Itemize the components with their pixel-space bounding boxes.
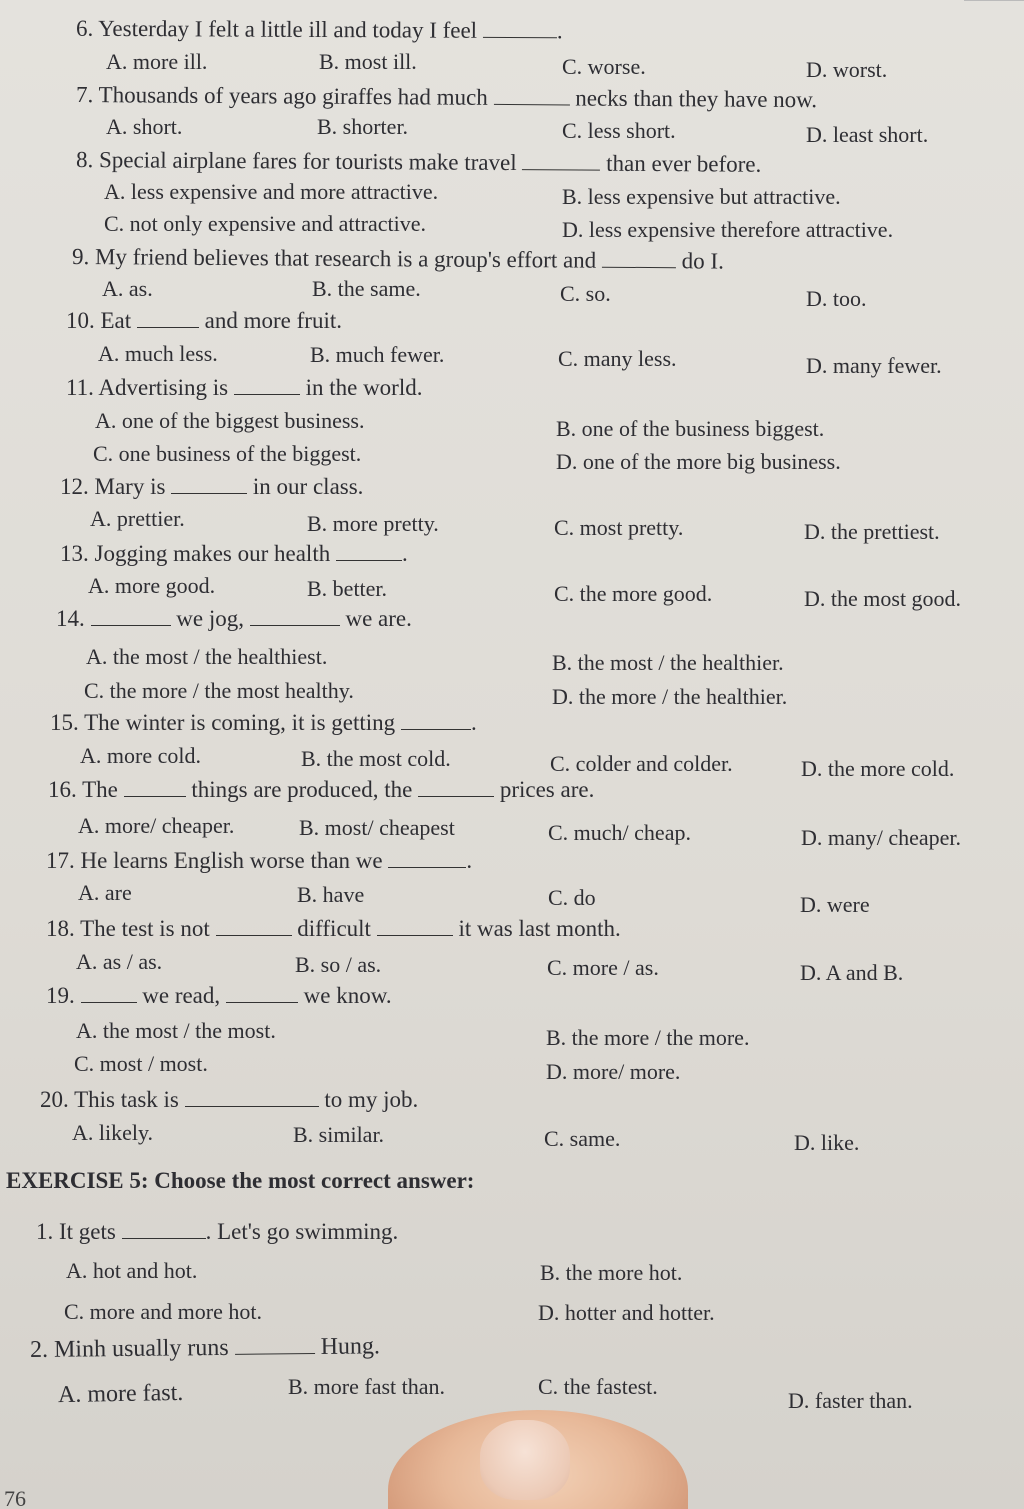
answer-blank[interactable] xyxy=(226,984,298,1003)
option-20d[interactable]: D. like. xyxy=(794,1130,860,1155)
question-20: 20. This task is to my job. xyxy=(40,1087,419,1112)
option-18d[interactable]: D. A and B. xyxy=(800,960,904,985)
option-9d[interactable]: D. too. xyxy=(806,286,867,311)
question-15: 15. The winter is coming, it is getting . xyxy=(50,710,477,735)
answer-blank[interactable] xyxy=(377,917,453,936)
exercise5-option-2a[interactable]: A. more fast. xyxy=(57,1379,184,1409)
answer-blank[interactable] xyxy=(124,778,186,797)
answer-blank[interactable] xyxy=(171,475,247,494)
option-16d[interactable]: D. many/ cheaper. xyxy=(801,825,962,850)
option-16c[interactable]: C. much/ cheap. xyxy=(548,820,691,845)
option-17d[interactable]: D. were xyxy=(800,892,870,917)
option-12c[interactable]: C. most pretty. xyxy=(554,515,684,540)
answer-blank[interactable] xyxy=(91,607,171,626)
answer-blank[interactable] xyxy=(493,86,569,106)
option-13a[interactable]: A. more good. xyxy=(88,573,216,598)
option-11a[interactable]: A. one of the biggest business. xyxy=(95,408,365,433)
question-8: 8. Special airplane fares for tourists make travel than ever before. xyxy=(75,147,762,177)
option-20c[interactable]: C. same. xyxy=(544,1126,621,1151)
option-7a[interactable]: A. short. xyxy=(106,114,183,139)
exercise-5-heading: EXERCISE 5: Choose the most correct answer: xyxy=(6,1168,475,1193)
option-16a[interactable]: A. more/ cheaper. xyxy=(78,813,235,838)
option-11c[interactable]: C. one business of the biggest. xyxy=(93,441,362,466)
exercise5-question-1: 1. It gets . Let's go swimming. xyxy=(36,1219,399,1244)
option-14d[interactable]: D. the more / the healthier. xyxy=(552,684,788,709)
option-7c[interactable]: C. less short. xyxy=(562,118,676,143)
option-20a[interactable]: A. likely. xyxy=(72,1120,154,1145)
question-14: 14. we jog, we are. xyxy=(56,606,412,631)
option-15b[interactable]: B. the most cold. xyxy=(301,746,451,771)
option-19c[interactable]: C. most / most. xyxy=(74,1051,208,1076)
option-18b[interactable]: B. so / as. xyxy=(295,952,382,977)
option-8c[interactable]: C. not only expensive and attractive. xyxy=(104,211,426,236)
question-18: 18. The test is not difficult it was last month. xyxy=(46,916,621,941)
question-12: 12. Mary is in our class. xyxy=(60,474,364,499)
option-17a[interactable]: A. are xyxy=(78,880,132,905)
option-10d[interactable]: D. many fewer. xyxy=(806,353,942,378)
option-7b[interactable]: B. shorter. xyxy=(317,114,409,139)
question-13: 13. Jogging makes our health . xyxy=(60,541,408,566)
option-13b[interactable]: B. better. xyxy=(307,576,388,601)
exercise5-option-1c[interactable]: C. more and more hot. xyxy=(64,1299,262,1324)
option-12d[interactable]: D. the prettiest. xyxy=(804,519,940,544)
option-8d[interactable]: D. less expensive therefore attractive. xyxy=(562,217,894,242)
answer-blank[interactable] xyxy=(235,1335,315,1355)
option-9b[interactable]: B. the same. xyxy=(312,276,421,301)
option-15d[interactable]: D. the more cold. xyxy=(801,756,955,781)
question-16: 16. The things are produced, the prices are. xyxy=(48,777,595,802)
option-13d[interactable]: D. the most good. xyxy=(804,586,962,611)
option-14a[interactable]: A. the most / the healthiest. xyxy=(86,644,328,669)
option-19b[interactable]: B. the more / the more. xyxy=(546,1025,750,1050)
answer-blank[interactable] xyxy=(250,607,340,626)
thumbnail xyxy=(480,1420,570,1500)
answer-blank[interactable] xyxy=(388,849,466,868)
option-12a[interactable]: A. prettier. xyxy=(90,506,185,531)
answer-blank[interactable] xyxy=(234,376,300,395)
answer-blank[interactable] xyxy=(483,19,557,38)
option-13c[interactable]: C. the more good. xyxy=(554,581,713,606)
exercise5-option-1a[interactable]: A. hot and hot. xyxy=(66,1258,198,1283)
exercise5-question-2: 2. Minh usually runs Hung. xyxy=(29,1333,381,1363)
question-6: 6. Yesterday I felt a little ill and today I feel . xyxy=(75,15,563,44)
option-8a[interactable]: A. less expensive and more attractive. xyxy=(104,179,439,204)
option-6d[interactable]: D. worst. xyxy=(806,57,888,82)
option-11b[interactable]: B. one of the business biggest. xyxy=(556,416,825,441)
answer-blank[interactable] xyxy=(336,542,402,561)
question-17: 17. He learns English worse than we . xyxy=(46,848,473,873)
option-20b[interactable]: B. similar. xyxy=(293,1122,385,1147)
exercise5-option-1d[interactable]: D. hotter and hotter. xyxy=(538,1300,715,1325)
option-10a[interactable]: A. much less. xyxy=(98,341,218,366)
exercise5-option-2b[interactable]: B. more fast than. xyxy=(288,1374,446,1399)
question-10: 10. Eat and more fruit. xyxy=(66,308,342,333)
option-8b[interactable]: B. less expensive but attractive. xyxy=(562,184,841,209)
answer-blank[interactable] xyxy=(602,249,676,269)
option-6a[interactable]: A. more ill. xyxy=(106,49,208,74)
exercise5-option-1b[interactable]: B. the more hot. xyxy=(540,1260,683,1285)
answer-blank[interactable] xyxy=(81,984,137,1003)
option-14c[interactable]: C. the more / the most healthy. xyxy=(84,678,354,703)
option-18a[interactable]: A. as / as. xyxy=(76,949,163,974)
answer-blank[interactable] xyxy=(137,309,199,328)
option-16b[interactable]: B. most/ cheapest xyxy=(299,815,455,840)
question-19: 19. we read, we know. xyxy=(46,983,392,1008)
option-7d[interactable]: D. least short. xyxy=(806,122,929,147)
question-7: 7. Thousands of years ago giraffes had much necks than they have now. xyxy=(75,82,818,113)
option-10b[interactable]: B. much fewer. xyxy=(310,342,445,367)
answer-blank[interactable] xyxy=(418,778,494,797)
option-14b[interactable]: B. the most / the healthier. xyxy=(552,650,784,675)
answer-blank[interactable] xyxy=(522,151,600,171)
option-19d[interactable]: D. more/ more. xyxy=(546,1059,681,1084)
option-6b[interactable]: B. most ill. xyxy=(319,49,417,74)
page-number: 76 xyxy=(4,1486,26,1509)
option-11d[interactable]: D. one of the more big business. xyxy=(556,449,841,474)
option-17b[interactable]: B. have xyxy=(297,882,365,907)
page-corner xyxy=(964,0,1024,21)
exercise5-option-2d[interactable]: D. faster than. xyxy=(788,1388,913,1413)
answer-blank[interactable] xyxy=(401,711,471,730)
option-15a[interactable]: A. more cold. xyxy=(80,743,201,768)
option-15c[interactable]: C. colder and colder. xyxy=(550,751,733,776)
question-9: 9. My friend believes that research is a group's effort and do I. xyxy=(71,244,724,274)
option-12b[interactable]: B. more pretty. xyxy=(307,511,439,536)
answer-blank[interactable] xyxy=(185,1088,319,1107)
option-6c[interactable]: C. worse. xyxy=(562,54,646,79)
option-10c[interactable]: C. many less. xyxy=(558,346,677,371)
option-19a[interactable]: A. the most / the most. xyxy=(76,1018,276,1043)
answer-blank[interactable] xyxy=(216,917,292,936)
option-18c[interactable]: C. more / as. xyxy=(547,955,659,980)
answer-blank[interactable] xyxy=(122,1220,206,1239)
thumb xyxy=(388,1410,688,1509)
option-17c[interactable]: C. do xyxy=(548,885,596,910)
question-11: 11. Advertising is in the world. xyxy=(66,375,423,400)
option-9c[interactable]: C. so. xyxy=(560,281,611,306)
option-9a[interactable]: A. as. xyxy=(102,276,153,301)
exercise5-option-2c[interactable]: C. the fastest. xyxy=(538,1374,658,1399)
